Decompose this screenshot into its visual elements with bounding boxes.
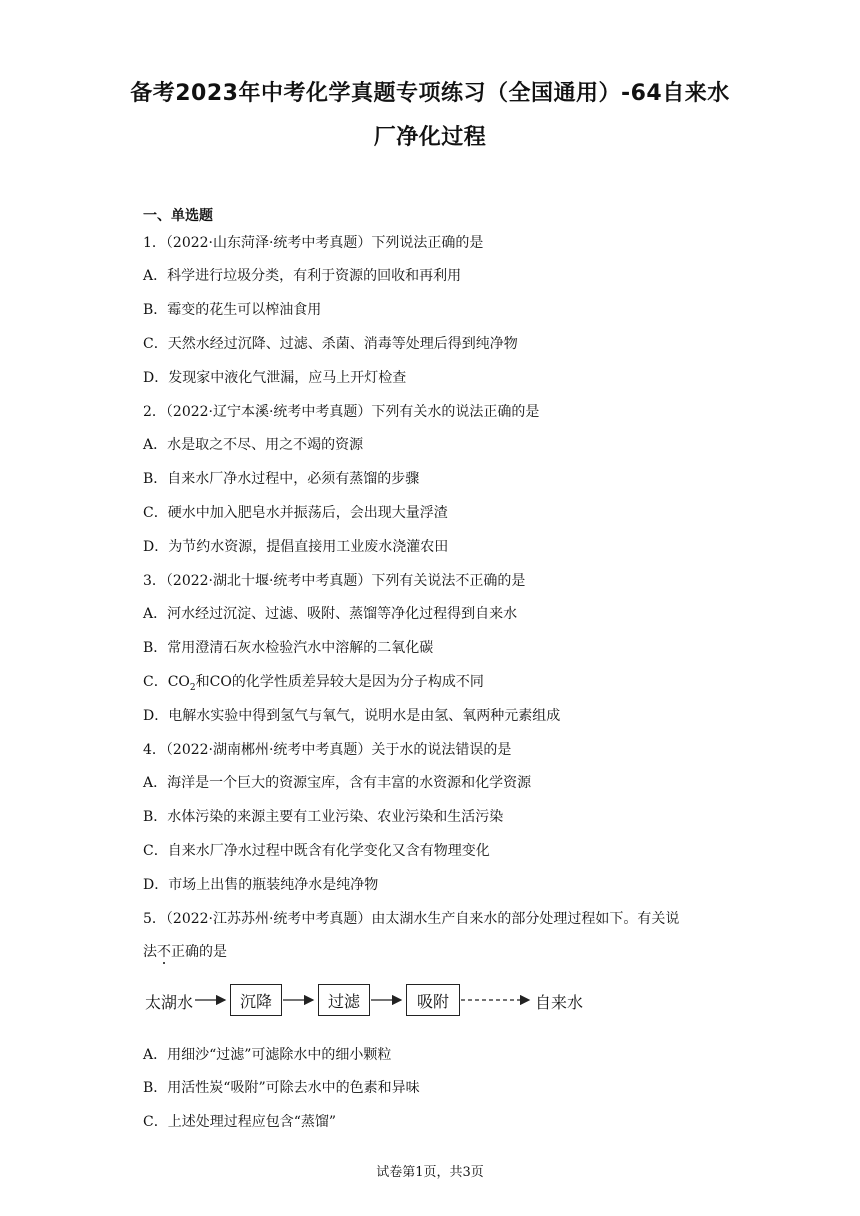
flow-arrows (143, 982, 603, 1022)
question-4-option-c: C．自来水厂净水过程中既含有化学变化又含有物理变化 (143, 843, 490, 859)
question-2-option-b: B．自来水厂净水过程中，必须有蒸馏的步骤 (143, 471, 420, 487)
question-5-option-c: C．上述处理过程应包含“蒸馏” (143, 1114, 337, 1130)
emphasis-dot-text: 不 (157, 944, 171, 960)
flow-step-adsorption: 吸附 (406, 984, 460, 1016)
question-1-stem: 1．（2022·山东菏泽·统考中考真题）下列说法正确的是 (143, 235, 484, 251)
question-4-option-d: D．市场上出售的瓶装纯净水是纯净物 (143, 877, 379, 893)
flow-source: 太湖水 (145, 993, 194, 1012)
subscript-2: 2 (189, 682, 196, 693)
question-3-stem: 3．（2022·湖北十堰·统考中考真题）下列有关说法不正确的是 (143, 573, 526, 589)
question-5-option-b: B．用活性炭“吸附”可除去水中的色素和异味 (143, 1080, 420, 1096)
stem-text: 正确的是 (171, 944, 227, 960)
flow-result: 自来水 (535, 993, 584, 1012)
question-3-option-b: B．常用澄清石灰水检验汽水中溶解的二氧化碳 (143, 640, 434, 656)
question-5-stem-line-2 (143, 941, 227, 961)
question-1-option-a: A．科学进行垃圾分类，有利于资源的回收和再利用 (143, 268, 462, 284)
question-3-option-a: A．河水经过沉淀、过滤、吸附、蒸馏等净化过程得到自来水 (143, 606, 518, 622)
question-5-stem-line-1: 5．（2022·江苏苏州·统考中考真题）由太湖水生产自来水的部分处理过程如下。有关说 (143, 911, 680, 927)
flow-step-filtering: 过滤 (318, 984, 370, 1016)
question-2-option-d: D．为节约水资源，提倡直接用工业废水浇灌农田 (143, 539, 449, 555)
section-heading: 一、单选题 (143, 208, 213, 224)
question-1-option-b: B．霉变的花生可以榨油食用 (143, 302, 322, 318)
page-title-line-1: 备考2023年中考化学真题专项练习（全国通用）-64自来水 (130, 81, 730, 106)
question-4-option-b: B．水体污染的来源主要有工业污染、农业污染和生活污染 (143, 809, 504, 825)
question-4-option-a: A．海洋是一个巨大的资源宝库，含有丰富的水资源和化学资源 (143, 775, 532, 791)
question-2-option-a: A．水是取之不尽、用之不竭的资源 (143, 437, 364, 453)
question-1-option-c: C．天然水经过沉降、过滤、杀菌、消毒等处理后得到纯净物 (143, 336, 518, 352)
question-5-option-a: A．用细沙“过滤”可滤除水中的细小颗粒 (143, 1047, 392, 1063)
page-footer: 试卷第1页，共3页 (376, 1165, 484, 1180)
flow-step-settling: 沉降 (230, 984, 282, 1016)
question-2-option-c: C．硬水中加入肥皂水并振荡后，会出现大量浮渣 (143, 505, 448, 521)
question-3-option-c-rest: 和CO的化学性质差异较大是因为分子构成不同 (195, 674, 484, 690)
stem-text: 法 (143, 944, 157, 960)
question-3-option-c (143, 671, 484, 693)
question-3-option-d: D．电解水实验中得到氢气与氧气，说明水是由氢、氧两种元素组成 (143, 708, 561, 724)
page-title-line-2: 厂净化过程 (373, 125, 487, 150)
question-4-stem: 4．（2022·湖南郴州·统考中考真题）关于水的说法错误的是 (143, 742, 512, 758)
question-2-stem: 2．（2022·辽宁本溪·统考中考真题）下列有关水的说法正确的是 (143, 404, 540, 420)
question-1-option-d: D．发现家中液化气泄漏，应马上开灯检查 (143, 370, 407, 386)
question-3-option-c-prefix: C．CO (143, 674, 190, 690)
process-flow-diagram (143, 982, 603, 1022)
